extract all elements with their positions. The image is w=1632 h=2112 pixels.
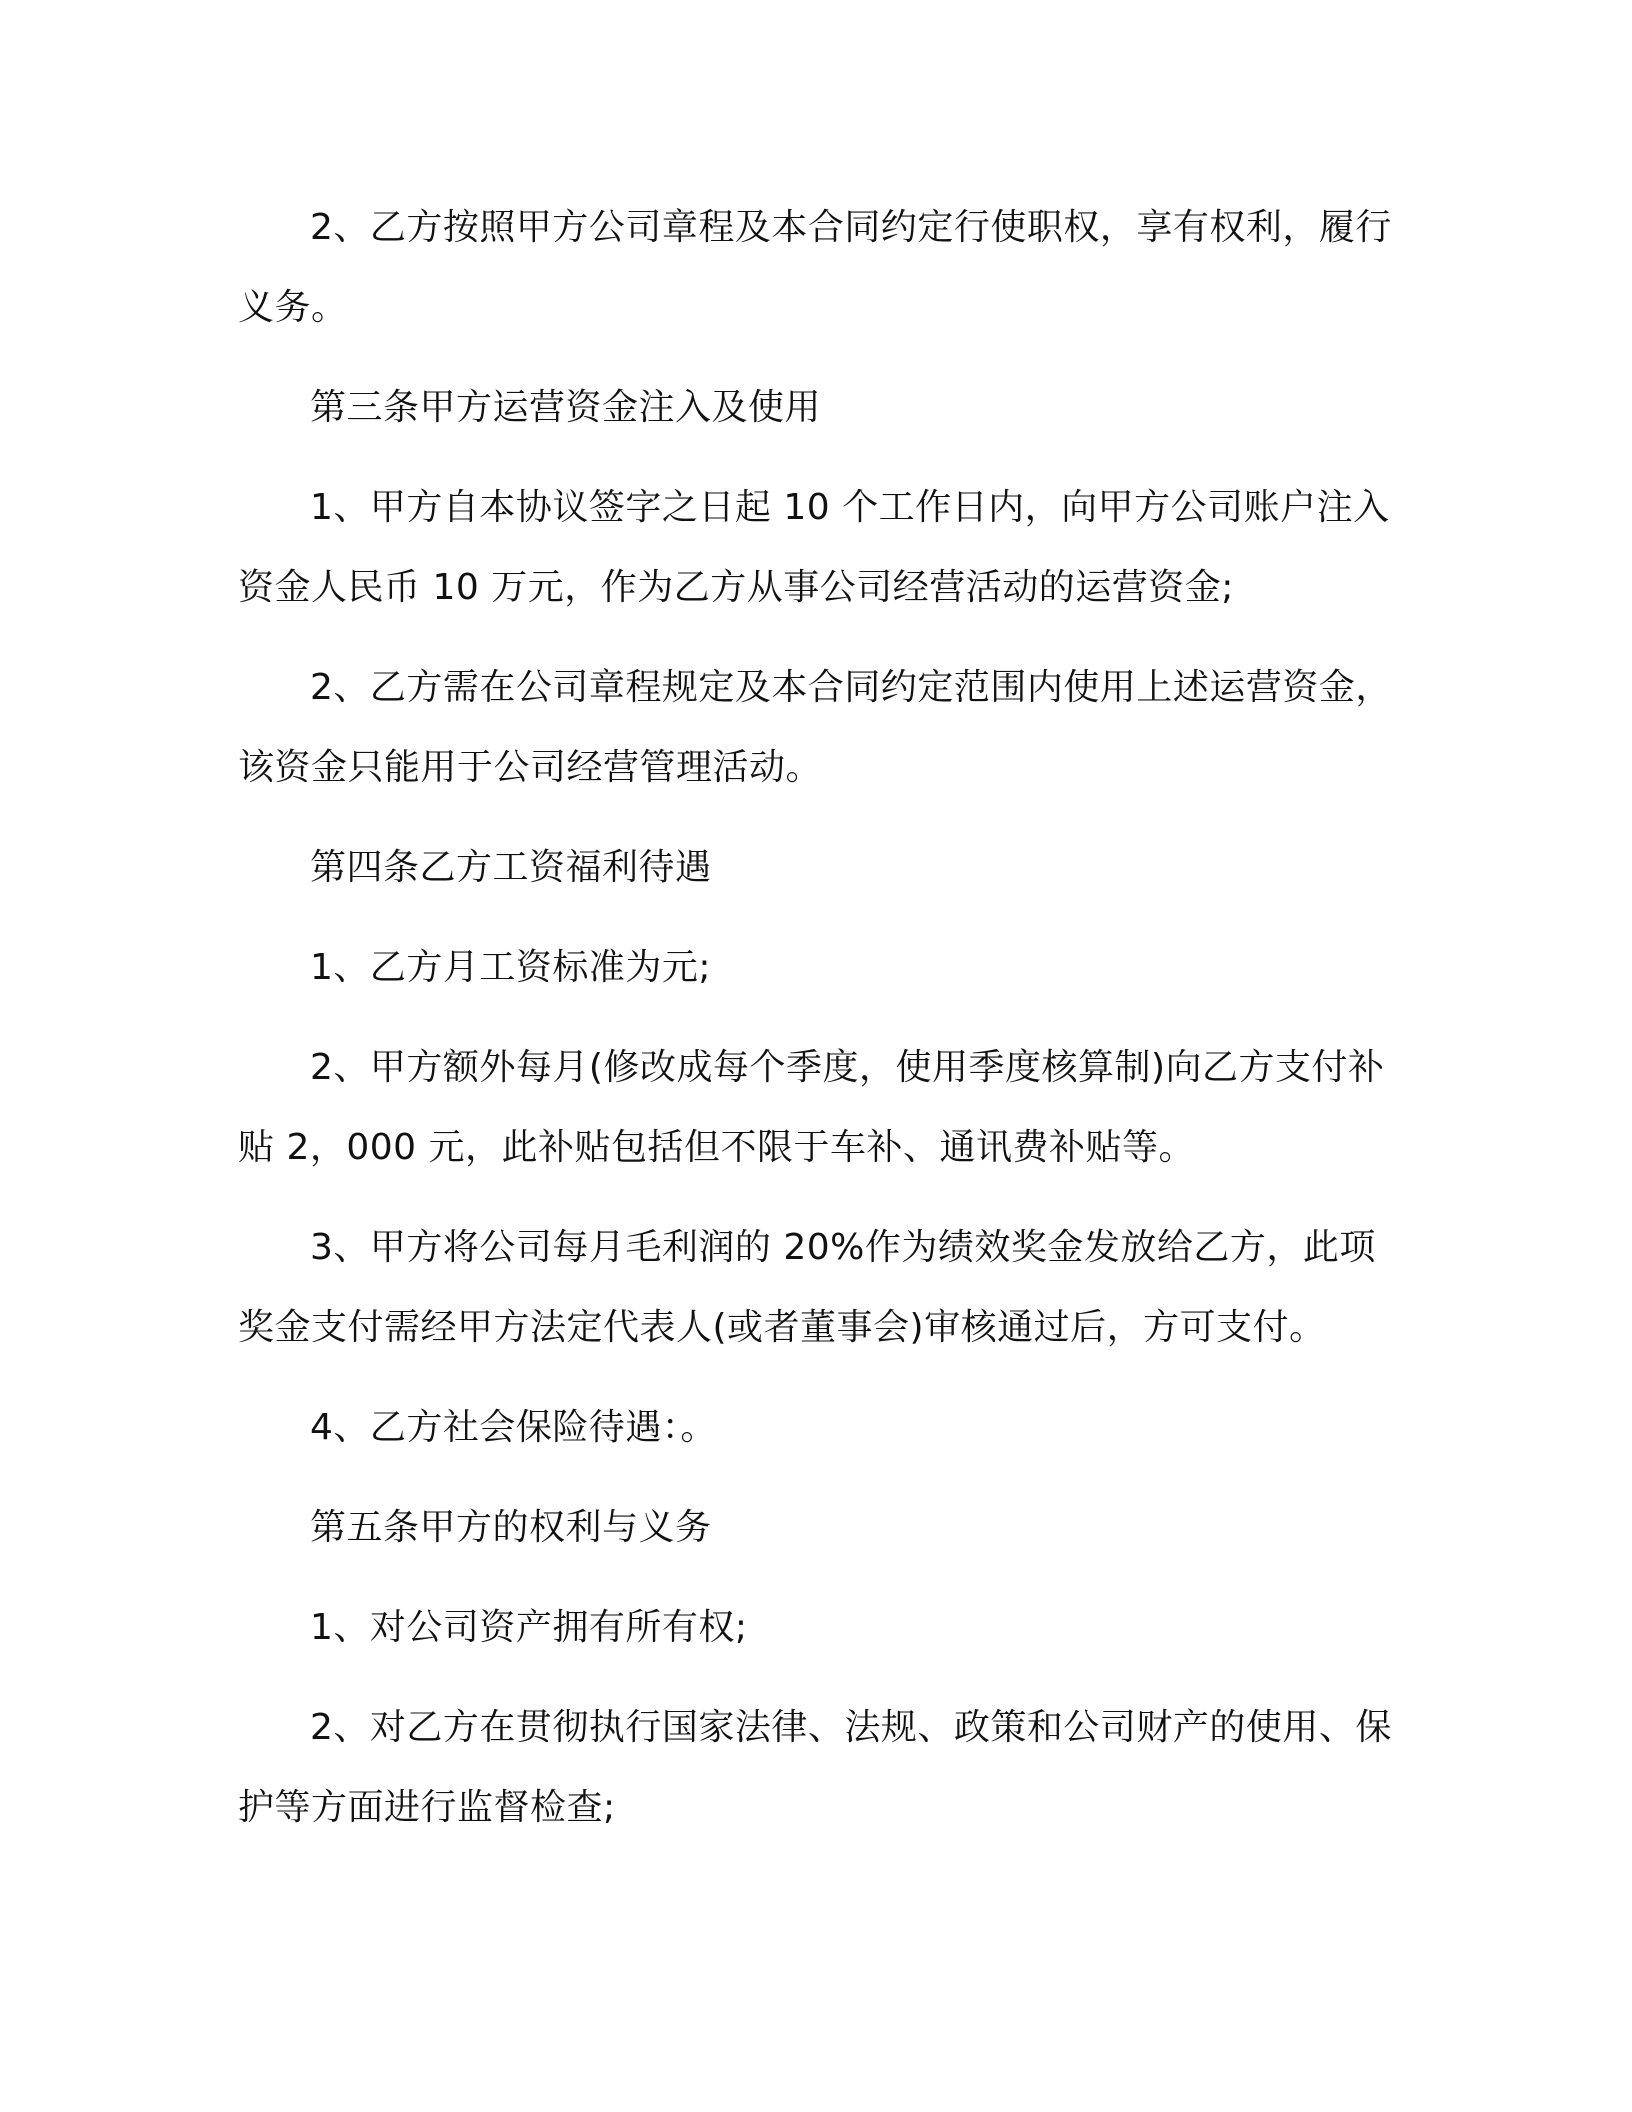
clause-2-item-2: 2、乙方按照甲方公司章程及本合同约定行使职权，享有权利，履行义务。 [238,207,1392,328]
article-3-heading: 第三条甲方运营资金注入及使用 [310,387,822,428]
article-3-item-2: 2、乙方需在公司章程规定及本合同约定范围内使用上述运营资金，该资金只能用于公司经营管理活动。 [238,667,1392,788]
article-5-item-2: 2、对乙方在贯彻执行国家法律、法规、政策和公司财产的使用、保护等方面进行监督检查; [238,1707,1392,1828]
document-body [238,188,1398,1848]
article-4-item-1: 1、乙方月工资标准为元; [310,947,712,988]
article-4-item-2: 2、甲方额外每月(修改成每个季度，使用季度核算制)向乙方支付补贴 2，000 元，此补贴包括但不限于车补、通讯费补贴等。 [238,1047,1385,1168]
article-4-item-3: 3、甲方将公司每月毛利润的 20%作为绩效奖金发放给乙方，此项奖金支付需经甲方法定代表人(或者董事会)审核通过后，方可支付。 [238,1227,1376,1348]
article-4-heading: 第四条乙方工资福利待遇 [310,847,712,888]
article-4-item-4: 4、乙方社会保险待遇：。 [310,1407,717,1448]
article-5-item-1: 1、对公司资产拥有所有权; [310,1607,748,1648]
article-5-heading: 第五条甲方的权利与义务 [310,1507,712,1548]
article-3-item-1: 1、甲方自本协议签字之日起 10 个工作日内，向甲方公司账户注入资金人民币 10 万元，作为乙方从事公司经营活动的运营资金; [238,487,1390,608]
